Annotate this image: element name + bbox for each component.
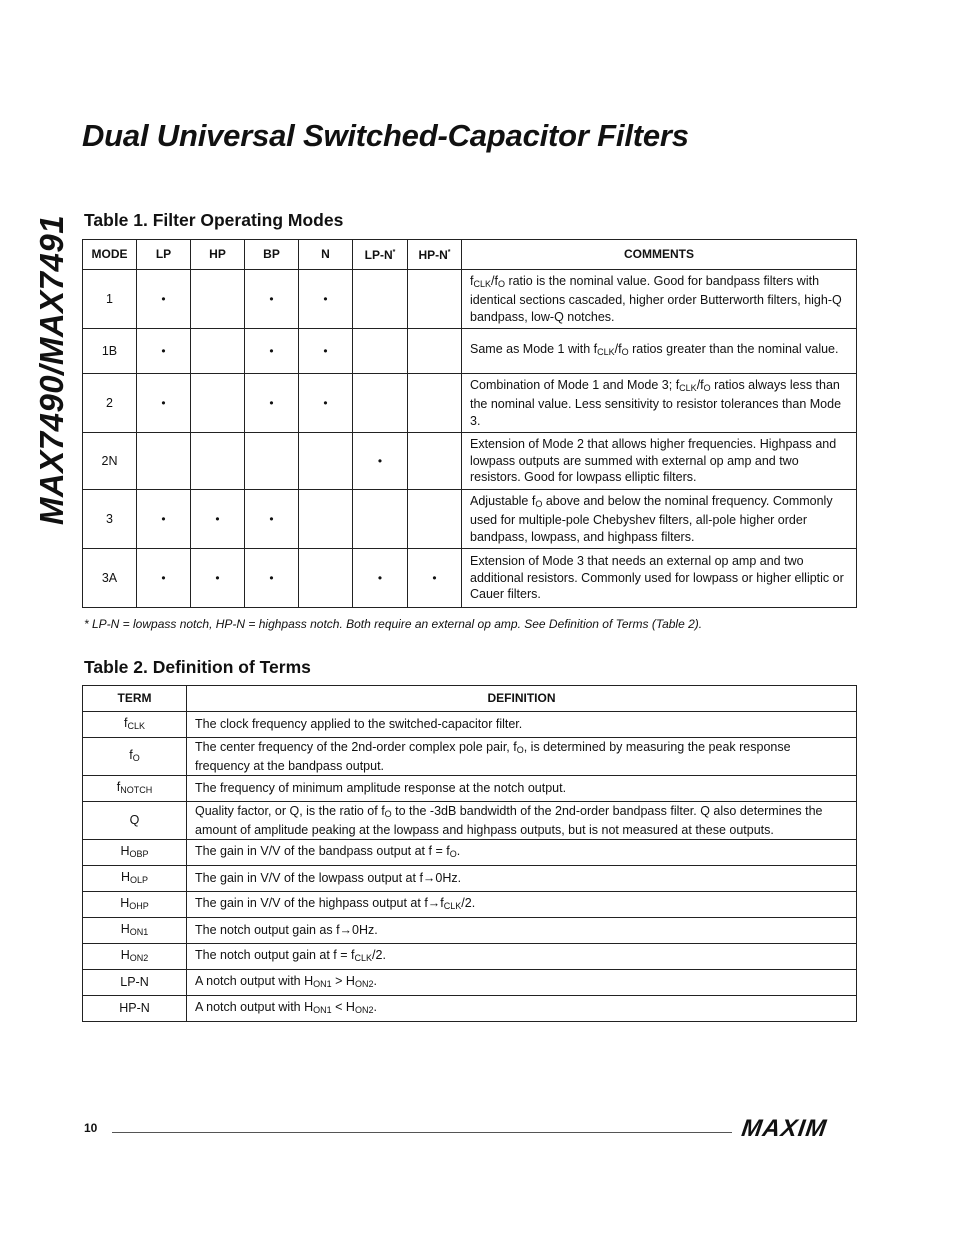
comment-cell: Extension of Mode 3 that needs an external op amp and two additional resistors. Commonly used for lowpass or higher elliptic or Cauer filters.: [462, 549, 857, 608]
hpn-cell: [408, 374, 462, 433]
mode-cell: 3: [83, 490, 137, 549]
table-row: [83, 866, 857, 892]
column-header: TERM: [83, 686, 187, 712]
n-cell: •: [299, 329, 353, 374]
footnote-marker: *: [447, 249, 451, 257]
lpn-cell: •: [353, 433, 408, 490]
table-row: [83, 802, 857, 840]
comment-cell: Combination of Mode 1 and Mode 3; $f_{CLK}/f_O$ ratios always less than the nominal value. Less sensitivity to resistor tolerances than Mode 3.: [462, 374, 857, 433]
term-cell: $H_{OLP}$: [83, 866, 187, 892]
table-row: [83, 944, 857, 970]
hpn-cell: [408, 270, 462, 329]
hp-cell: [191, 433, 245, 490]
term-cell: $f_{NOTCH}$: [83, 776, 187, 802]
hpn-cell: [408, 433, 462, 490]
document-title: Dual Universal Switched-Capacitor Filters: [82, 118, 689, 153]
term-cell: LP-N: [83, 970, 187, 996]
lp-cell: •: [137, 329, 191, 374]
lpn-cell: [353, 270, 408, 329]
mode-cell: 2N: [83, 433, 137, 490]
hp-cell: [191, 270, 245, 329]
definition-of-terms-table: [82, 685, 857, 1022]
definition-cell: The clock frequency applied to the switched-capacitor filter.: [187, 712, 857, 738]
definition-cell: The center frequency of the 2nd-order complex pole pair, $f_O$, is determined by measuring the peak response frequency at the bandpass output.: [187, 738, 857, 776]
comment-cell: Adjustable $f_O$ above and below the nominal frequency. Commonly used for multiple-pole Chebyshev filters, all-pole higher order bandpass, lowpass, and highpass filters.: [462, 490, 857, 549]
table-row: [83, 270, 857, 329]
column-header: HP: [191, 240, 245, 270]
table1-footnote: * LP-N = lowpass notch, HP-N = highpass notch. Both require an external op amp. See Definition of Terms (Table 2).: [84, 617, 703, 631]
bp-cell: •: [245, 549, 299, 608]
lpn-cell: [353, 374, 408, 433]
hpn-cell: [408, 329, 462, 374]
term-cell: $H_{ON2}$: [83, 944, 187, 970]
column-header: N: [299, 240, 353, 270]
table-row: [83, 918, 857, 944]
lp-cell: •: [137, 490, 191, 549]
table-row: [83, 549, 857, 608]
definition-cell: A notch output with $H_{ON1} < H_{ON2}$.: [187, 996, 857, 1022]
table1-header-row: [83, 240, 857, 270]
term-cell: $H_{ON1}$: [83, 918, 187, 944]
term-cell: $H_{OHP}$: [83, 892, 187, 918]
footer-divider: [112, 1132, 732, 1133]
definition-cell: The notch output gain as f→0Hz.: [187, 918, 857, 944]
bp-cell: •: [245, 490, 299, 549]
table-row: [83, 738, 857, 776]
term-cell: $f_O$: [83, 738, 187, 776]
page-number: 10: [84, 1121, 98, 1135]
filter-operating-modes-table: [82, 239, 857, 608]
hp-cell: [191, 329, 245, 374]
term-cell: $f_{CLK}$: [83, 712, 187, 738]
lp-cell: •: [137, 549, 191, 608]
column-header: HP-N*: [408, 240, 462, 270]
table-row: [83, 996, 857, 1022]
column-header: MODE: [83, 240, 137, 270]
hpn-cell: [408, 490, 462, 549]
definition-cell: The gain in V/V of the lowpass output at f→0Hz.: [187, 866, 857, 892]
mode-cell: 1B: [83, 329, 137, 374]
hp-cell: •: [191, 549, 245, 608]
table2-title: Table 2. Definition of Terms: [84, 657, 311, 677]
definition-cell: Quality factor, or Q, is the ratio of $f_O$ to the -3dB bandwidth of the 2nd-order bandpass filter. Q also determines the amount of amplitude peaking at the lowpass and highpass outputs, but is not measured at these outputs.: [187, 802, 857, 840]
lp-cell: [137, 433, 191, 490]
definition-cell: A notch output with $H_{ON1} > H_{ON2}$.: [187, 970, 857, 996]
bp-cell: •: [245, 270, 299, 329]
table-row: [83, 970, 857, 996]
lpn-cell: •: [353, 549, 408, 608]
hpn-cell: •: [408, 549, 462, 608]
lp-cell: •: [137, 270, 191, 329]
table1-title: Table 1. Filter Operating Modes: [84, 210, 344, 230]
bp-cell: •: [245, 374, 299, 433]
n-cell: •: [299, 374, 353, 433]
bp-cell: [245, 433, 299, 490]
mode-cell: 3A: [83, 549, 137, 608]
n-cell: [299, 490, 353, 549]
definition-cell: The frequency of minimum amplitude response at the notch output.: [187, 776, 857, 802]
lpn-cell: [353, 329, 408, 374]
table-row: [83, 374, 857, 433]
column-header: BP: [245, 240, 299, 270]
table-row: [83, 433, 857, 490]
hp-cell: •: [191, 490, 245, 549]
term-cell: HP-N: [83, 996, 187, 1022]
table-row: [83, 892, 857, 918]
definition-cell: The gain in V/V of the highpass output at $f\to f_{CLK}/2$.: [187, 892, 857, 918]
column-header: LP: [137, 240, 191, 270]
column-header: DEFINITION: [187, 686, 857, 712]
comment-cell: Same as Mode 1 with $f_{CLK}/f_O$ ratios greater than the nominal value.: [462, 329, 857, 374]
hp-cell: [191, 374, 245, 433]
comment-cell: Extension of Mode 2 that allows higher frequencies. Highpass and lowpass outputs are summed with external op amp and two resistors. Good for lowpass elliptic filters.: [462, 433, 857, 490]
table-row: [83, 490, 857, 549]
column-header: COMMENTS: [462, 240, 857, 270]
maxim-logo: MAXIM: [739, 1115, 829, 1142]
comment-cell: $f_{CLK}/f_O$ ratio is the nominal value. Good for bandpass filters with identical sections cascaded, higher order Butterworth filters, high-Q bandpass, low-Q notches.: [462, 270, 857, 329]
n-cell: •: [299, 270, 353, 329]
side-title-text: MAX7490/MAX7491: [33, 214, 70, 526]
term-cell: Q: [83, 802, 187, 840]
mode-cell: 2: [83, 374, 137, 433]
term-cell: $H_{OBP}$: [83, 840, 187, 866]
definition-cell: The gain in V/V of the bandpass output at $f = f_O$.: [187, 840, 857, 866]
table2-header-row: [83, 686, 857, 712]
table-row: [83, 712, 857, 738]
column-header: LP-N*: [353, 240, 408, 270]
lpn-cell: [353, 490, 408, 549]
table-row: [83, 329, 857, 374]
definition-cell: The notch output gain at $f = f_{CLK}/2$.: [187, 944, 857, 970]
lp-cell: •: [137, 374, 191, 433]
table-row: [83, 776, 857, 802]
side-product-title: [32, 210, 72, 530]
table-row: [83, 840, 857, 866]
n-cell: [299, 433, 353, 490]
n-cell: [299, 549, 353, 608]
mode-cell: 1: [83, 270, 137, 329]
bp-cell: •: [245, 329, 299, 374]
footnote-marker: *: [392, 249, 396, 257]
